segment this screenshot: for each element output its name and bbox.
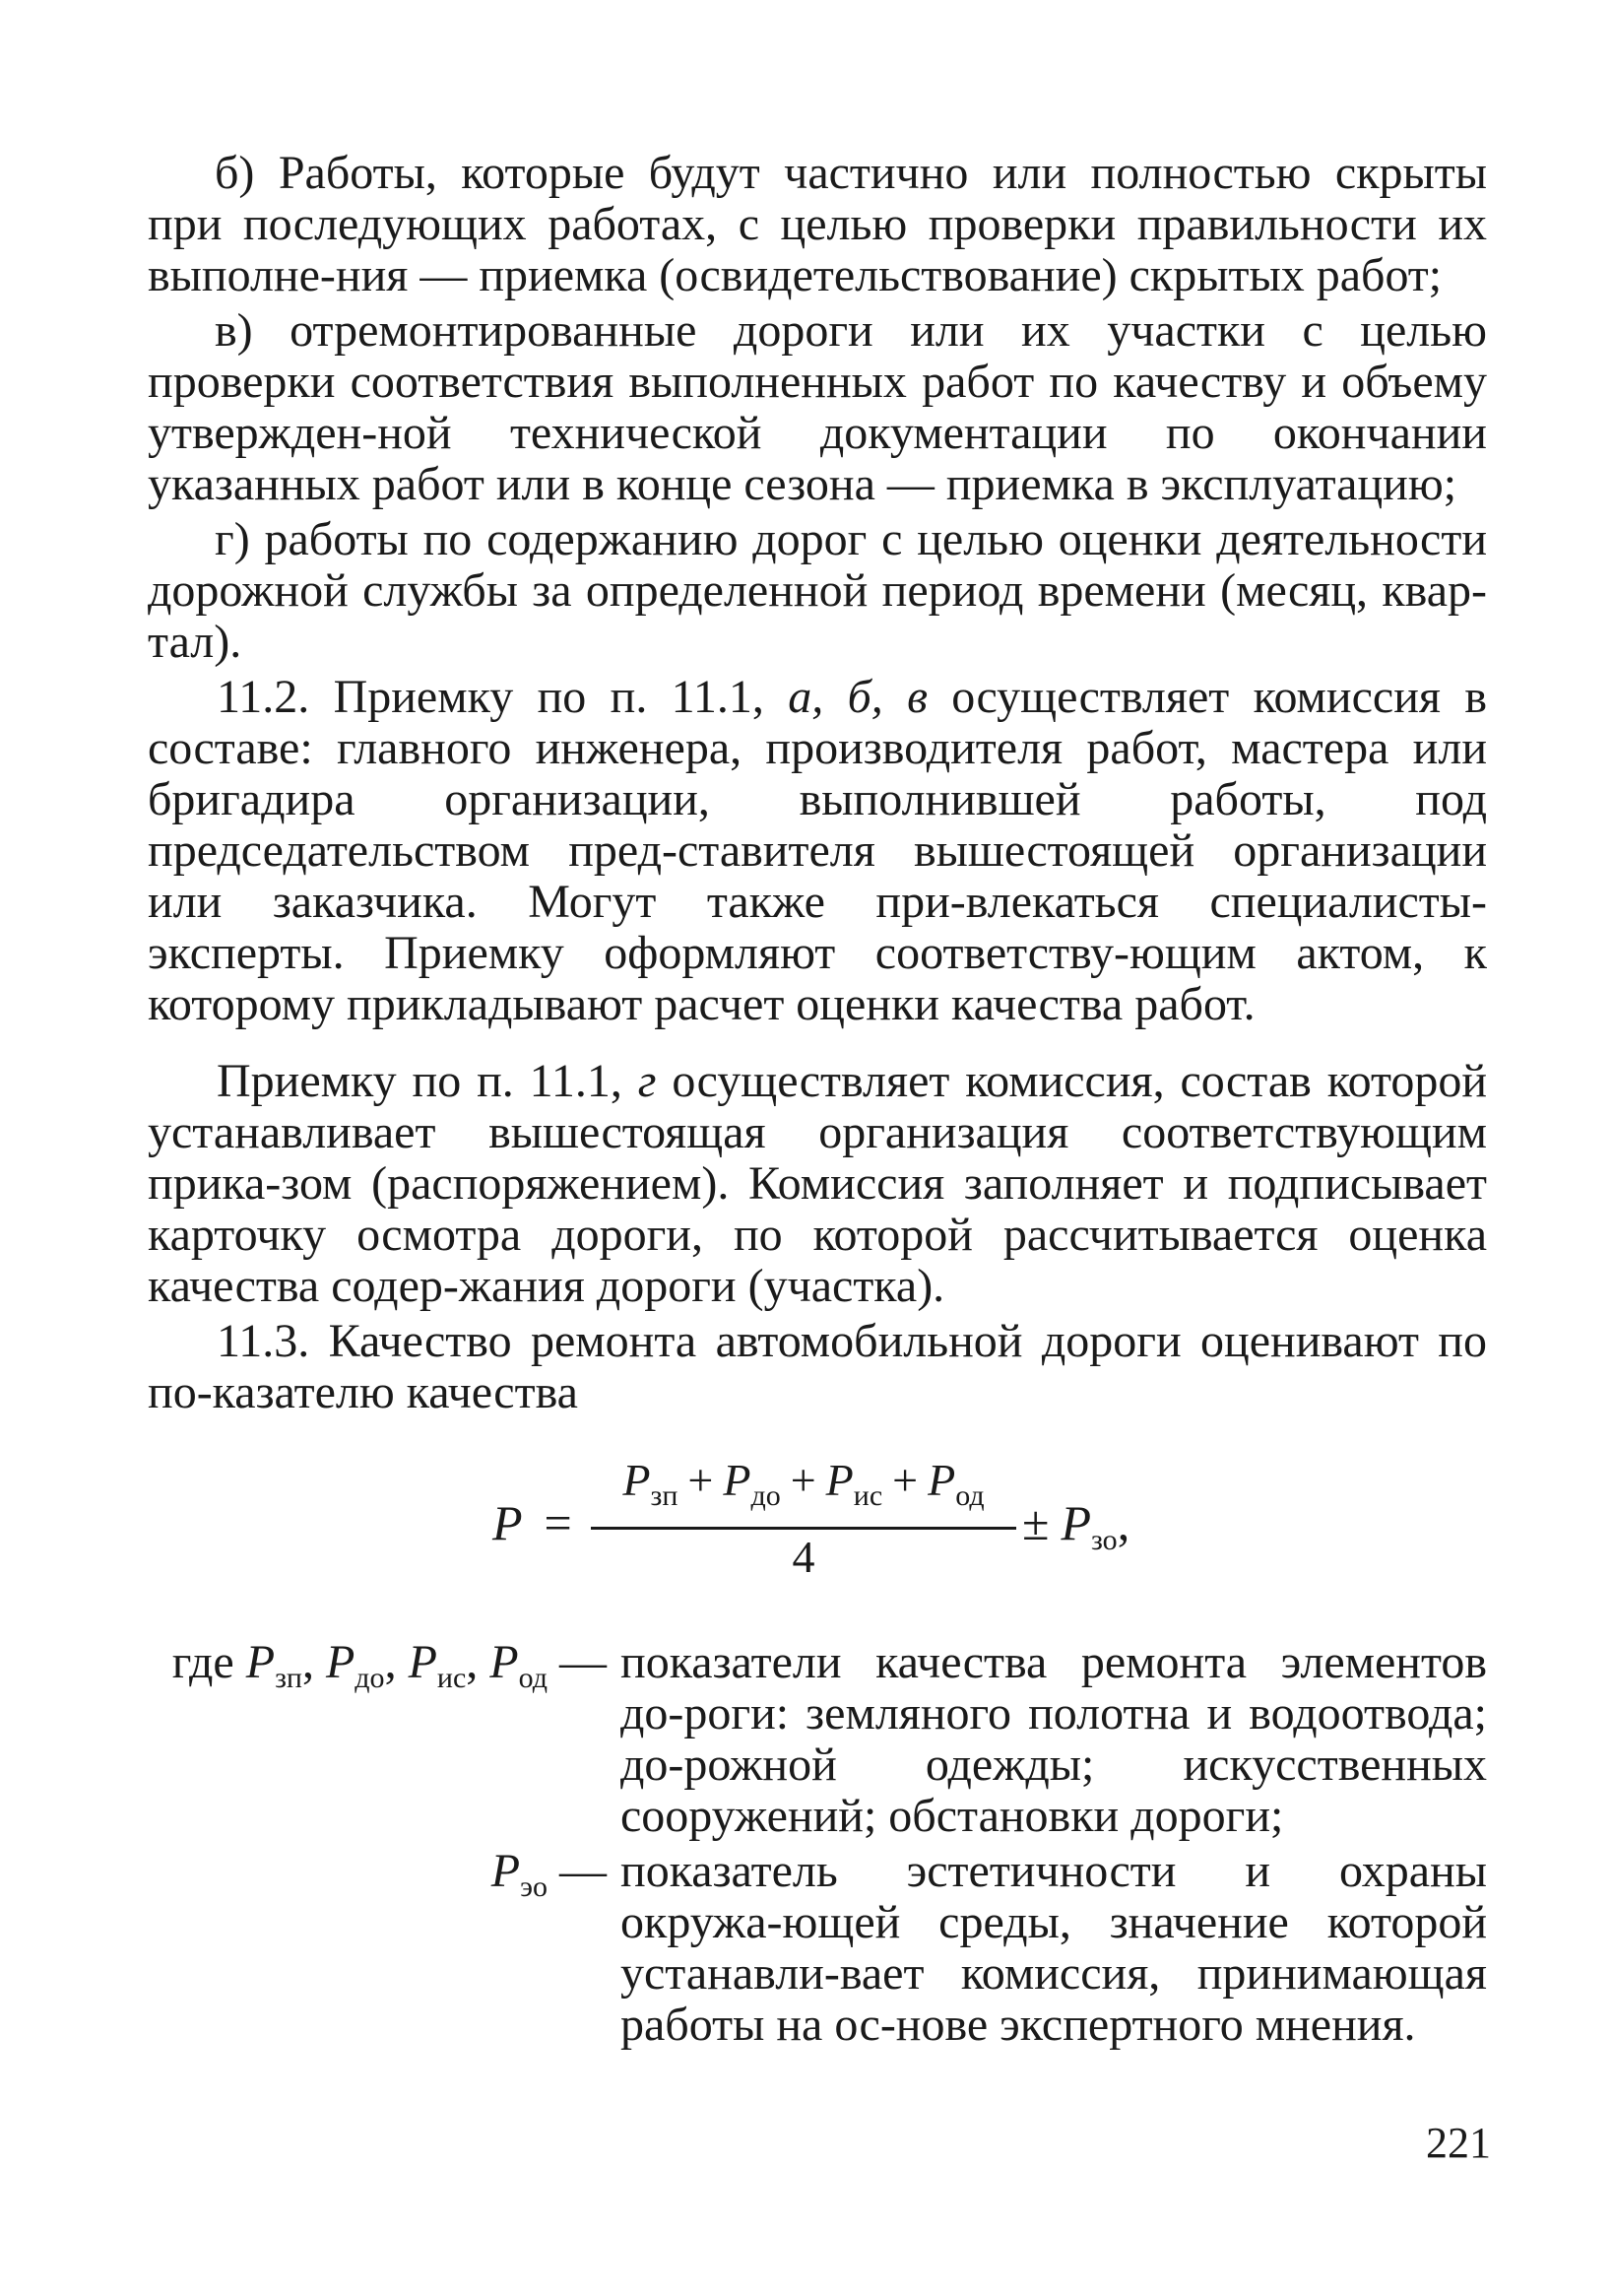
page-content — [148, 148, 1487, 2051]
formula-tail — [1022, 1497, 1129, 1566]
num-term: $P_{зп}$ — [622, 1455, 678, 1512]
paragraph-acceptance-g — [148, 1056, 1487, 1312]
definition-dash: — — [559, 1636, 607, 1688]
paragraph-11-2 — [148, 672, 1487, 1030]
formula-equals: = — [544, 1495, 572, 1550]
paragraph-11-2-start: 11.2. Приемку по п. 11.1, — [217, 671, 789, 723]
num-term: $P_{до}$ — [723, 1455, 781, 1512]
paragraph-acceptance-item: г — [637, 1055, 657, 1107]
definition-row — [148, 1846, 1487, 2051]
formula-fraction — [591, 1454, 1016, 1585]
formula-lhs-symbol: P — [492, 1495, 523, 1550]
definition-term: $P_{эо}$ — — [490, 1845, 607, 1903]
num-op: + — [687, 1455, 714, 1505]
definition-text: показатели качества ремонта элементов до-роги: земляного полотна и водоотвода; до-рожной одежды; искусственных сооружений; обстановки дороги; — [620, 1636, 1487, 1842]
paragraph-11-2-rest: осуществляет комиссия в составе: главного инженера, производителя работ, мастера или бригадира организации, выполнившей работы, под председательством пред-ставителя вышестоящей организации или заказчика. Могут также при-влекаться специалисты-эксперты. Приемку оформляют соответству-ющим актом, к которому прикладывают расчет оценки качества работ. — [148, 671, 1487, 1030]
formula-tail-sub: зо — [1091, 1524, 1118, 1556]
formula-numerator — [591, 1454, 1016, 1523]
definition-dash: — — [559, 1845, 607, 1897]
num-term: $P_{од}$ — [928, 1455, 985, 1512]
num-term: $P_{ис}$ — [825, 1455, 883, 1512]
definition-lead: где — [171, 1636, 234, 1688]
formula-comma: , — [1117, 1495, 1130, 1550]
paragraph-11-2-items: а, б, в — [788, 671, 928, 723]
quality-formula — [148, 1454, 1487, 1602]
formula-tail-symbol: P — [1061, 1495, 1091, 1550]
paragraph-item-b: б) Работы, которые будут частично или полностью скрыты при последующих работах, с целью проверки правильности их выполне-ния — приемка (освидетельствование) скрытых работ; — [148, 147, 1487, 301]
paragraph-item-g: г) работы по содержанию дорог с целью оценки деятельности дорожной службы за определенной период времени (месяц, квар-тал). — [148, 513, 1487, 668]
paragraph-item-v: в) отремонтированные дороги или их участки с целью проверки соответствия выполненных работ по качеству и объему утвержден-ной технической документации по окончании указанных работ или в конце сезона — приемка в эксплуатацию; — [148, 304, 1487, 510]
num-op: + — [892, 1455, 919, 1505]
definition-term: где $P_{зп}$, $P_{до}$, $P_{ис}$, $P_{од}$ — — [171, 1636, 607, 1694]
paragraph-acceptance-rest: осуществляет комиссия, состав которой устанавливает вышестоящая организация соответствующим прика-зом (распоряжением). Комиссия заполняет и подписывает карточку осмотра дороги, по которой рассчитывается оценка качества содер-жания дороги (участка). — [148, 1055, 1487, 1312]
formula-lhs — [492, 1497, 594, 1548]
num-op: + — [790, 1455, 816, 1505]
paragraph-acceptance-start: Приемку по п. 11.1, — [217, 1055, 638, 1107]
formula-plusminus: ± — [1022, 1495, 1050, 1550]
definitions-list — [148, 1637, 1487, 2051]
formula-denominator: 4 — [792, 1532, 815, 1582]
paragraph-11-3: 11.3. Качество ремонта автомобильной дороги оценивают по по-казателю качества — [148, 1315, 1487, 1418]
definition-text: показатель эстетичности и охраны окружа-ющей среды, значение которой устанавли-вает комиссия, принимающая работы на ос-нове экспертного мнения. — [620, 1845, 1487, 2051]
page-number: 221 — [1426, 2119, 1491, 2167]
definition-row — [148, 1637, 1487, 1842]
